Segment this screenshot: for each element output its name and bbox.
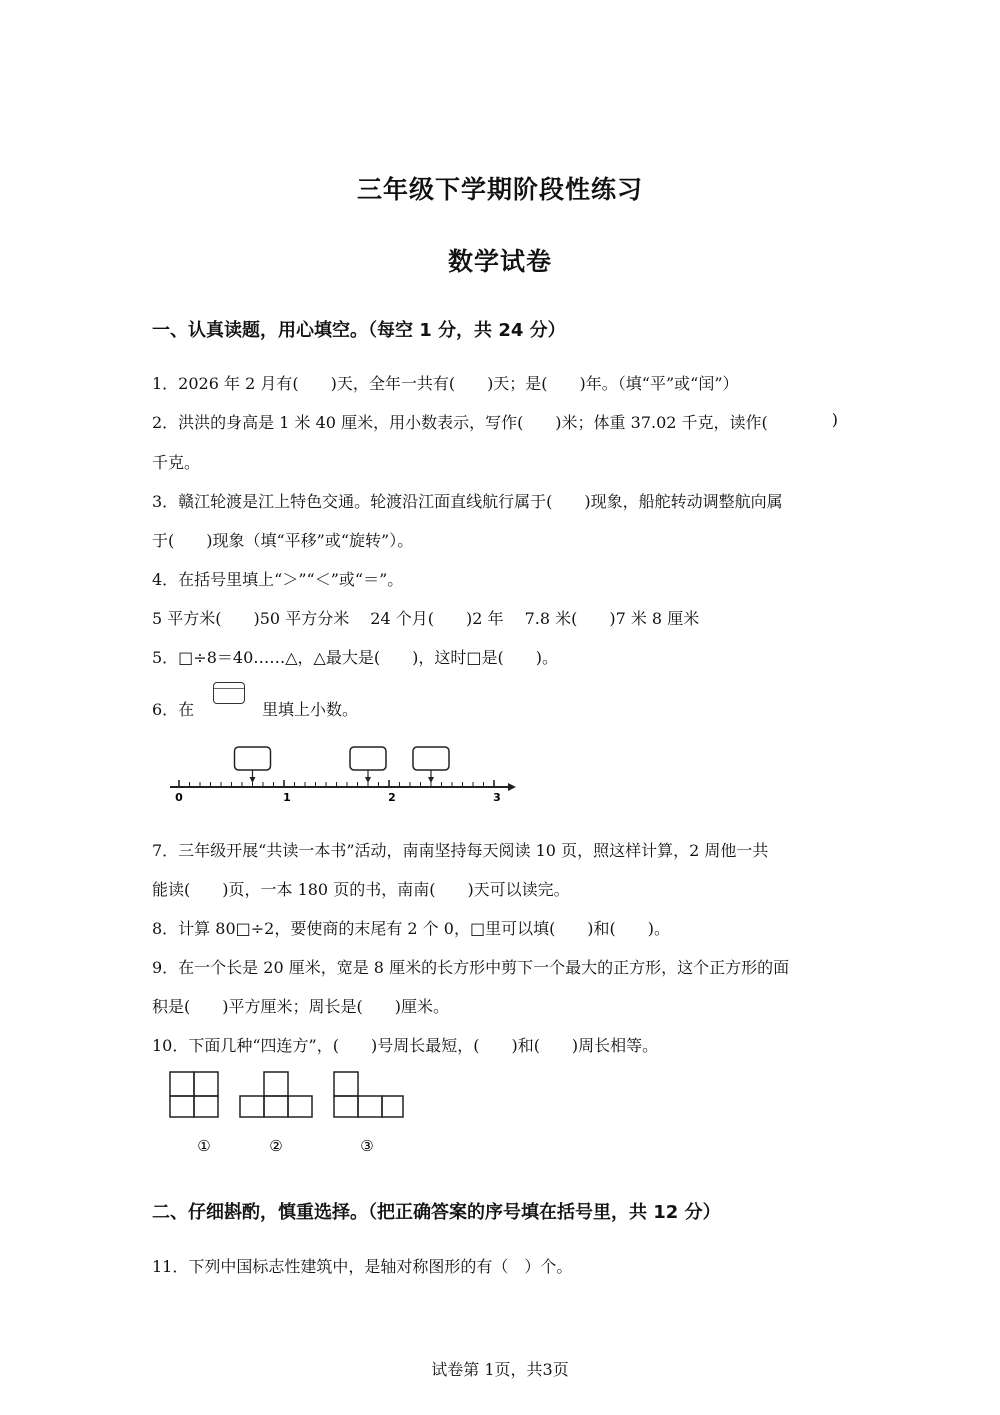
tetromino-label-1: ① [197,1137,211,1155]
number-line-ticks [179,780,494,787]
question-2-line-1-end: ) [831,410,838,429]
question-5: 5．□÷8＝40……△，△最大是( )，这时□是( )。 [152,648,558,667]
number-line-answer-box[interactable] [350,747,386,783]
question-8: 8．计算 80□÷2，要使商的末尾有 2 个 0，□里可以填( )和( )。 [152,919,671,938]
section-1-heading: 一、认真读题，用心填空。（每空 1 分，共 24 分） [152,320,566,341]
number-line-arrow-icon [508,783,516,791]
question-2-line-2: 千克。 [152,453,201,472]
number-line-boxes [235,747,450,783]
question-4-line-2: 5 平方米( )50 平方分米 24 个月( )2 年 7.8 米( )7 米 8 厘米 [152,609,700,628]
question-2-line-1: 2．洪洪的身高是 1 米 40 厘米，用小数表示，写作( )米；体重 37.02 千克，读作( [152,413,768,432]
question-7-line-2: 能读( )页，一本 180 页的书，南南( )天可以读完。 [152,880,570,899]
question-1: 1．2026 年 2 月有( )天，全年一共有( )天；是( )年。（填“平”或“闰”） [152,374,739,393]
tetromino-1 [170,1072,218,1117]
tetromino-figure [165,1068,415,1158]
answer-box-icon [213,682,245,704]
number-line-label-3: 3 [493,791,501,804]
number-line-label-1: 1 [283,791,291,804]
page-footer: 试卷第 1页，共3页 [431,1360,569,1379]
question-11: 11．下列中国标志性建筑中，是轴对称图形的有（ ）个。 [152,1257,573,1276]
question-6-prefix: 6．在 [152,700,195,719]
number-line-answer-box[interactable] [235,747,271,783]
exam-subtitle: 数学试卷 [447,247,552,276]
question-10: 10．下面几种“四连方”，( )号周长最短，( )和( )周长相等。 [152,1036,659,1055]
number-line-answer-box[interactable] [413,747,449,783]
question-9-line-2: 积是( )平方厘米；周长是( )厘米。 [152,997,449,1016]
exam-title: 三年级下学期阶段性练习 [356,175,643,204]
tetromino-label-2: ② [269,1137,283,1155]
question-3-line-2: 于( )现象（填“平移”或“旋转”）。 [152,531,414,550]
tetromino-label-3: ③ [360,1137,374,1155]
question-4-line-1: 4．在括号里填上“＞”“＜”或“＝”。 [152,570,404,589]
number-line-label-2: 2 [388,791,396,804]
number-line-label-0: 0 [175,791,183,804]
question-6-suffix: 里填上小数。 [262,700,359,719]
number-line-figure [160,740,530,810]
tetromino-2 [240,1072,312,1117]
question-9-line-1: 9．在一个长是 20 厘米，宽是 8 厘米的长方形中剪下一个最大的正方形，这个正方形的面 [152,958,790,977]
tetromino-3 [334,1072,403,1117]
section-2-heading: 二、仔细斟酌，慎重选择。（把正确答案的序号填在括号里，共 12 分） [152,1202,721,1223]
question-7-line-1: 7．三年级开展“共读一本书”活动，南南坚持每天阅读 10 页，照这样计算，2 周他一共 [152,841,769,860]
question-3-line-1: 3．赣江轮渡是江上特色交通。轮渡沿江面直线航行属于( )现象，船舵转动调整航向属 [152,492,783,511]
